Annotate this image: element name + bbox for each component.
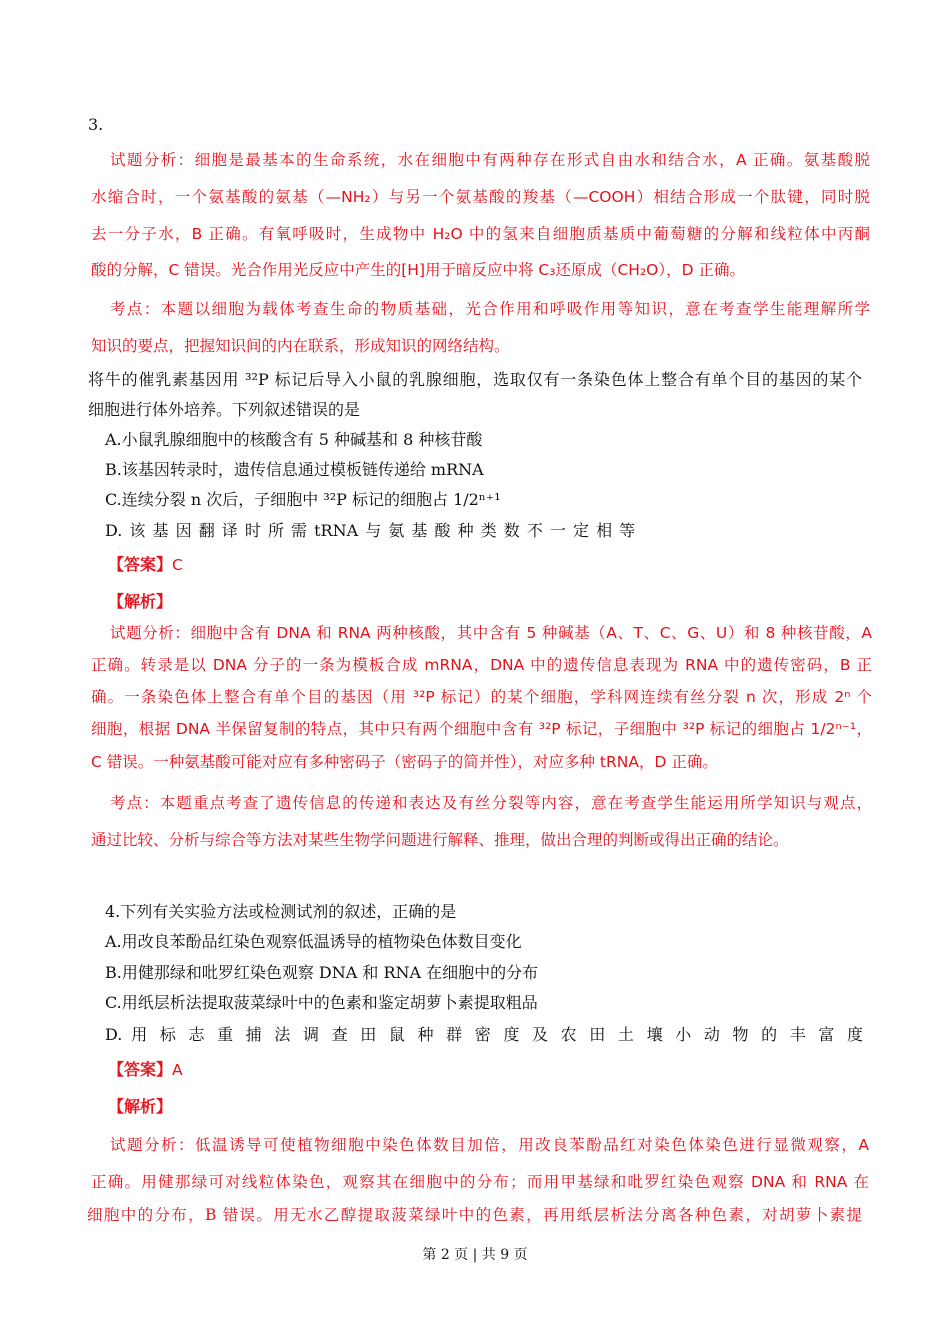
- answer-value: A: [172, 1061, 183, 1079]
- question-stem: 将牛的催乳素基因用 ³²P 标记后导入小鼠的乳腺细胞，选取仅有一条染色体上整合有单个目的基因的某个: [88, 370, 862, 389]
- option-b: B.该基因转录时，遗传信息通过模板链传递给 mRNA: [105, 460, 484, 479]
- analysis-line: 正确。转录是以 DNA 分子的一条为模板合成 mRNA，DNA 中的遗传信息表现为 RNA 中的遗传密码，B 正: [91, 656, 872, 674]
- analysis-line: C 错误。一种氨基酸可能对应有多种密码子（密码子的简并性），对应多种 tRNA，D 正确。: [91, 753, 718, 771]
- question-4-stem: 4.下列有关实验方法或检测试剂的叙述，正确的是: [105, 902, 457, 921]
- option-c: C.用纸层析法提取菠菜绿叶中的色素和鉴定胡萝卜素提取粗品: [105, 993, 538, 1012]
- answer-value: C: [172, 556, 183, 574]
- kaodian-line: 通过比较、分析与综合等方法对某些生物学问题进行解释、推理，做出合理的判断或得出正确的结论。: [91, 831, 789, 849]
- q3-analysis-line: 水缩合时，一个氨基酸的氨基（—NH₂）与另一个氨基酸的羧基（—COOH）相结合形成一个肽键，同时脱: [91, 188, 870, 206]
- analysis-line: 试题分析：低温诱导可使植物细胞中染色体数目加倍，用改良苯酚品红对染色体染色进行显微观察，A: [110, 1136, 869, 1154]
- page-footer: 第 2 页 | 共 9 页: [422, 1247, 528, 1263]
- option-d: D. 该 基 因 翻 译 时 所 需 tRNA 与 氨 基 酸 种 类 数 不 一 定 相 等: [105, 521, 636, 540]
- option-d: D. 用 标 志 重 捕 法 调 查 田 鼠 种 群 密 度 及 农 田 土 壤 小 动 物 的 丰 富 度: [105, 1025, 863, 1044]
- question-number-3: 3.: [88, 115, 104, 134]
- analysis-line: 细胞，根据 DNA 半保留复制的特点，其中只有两个细胞中含有 ³²P 标记，子细胞中 ³²P 标记的细胞占 1/2ⁿ⁻¹，: [91, 720, 872, 738]
- answer-line: [108, 554, 183, 576]
- jiexi-label: 【解析】: [108, 1097, 173, 1116]
- question-stem: 细胞进行体外培养。下列叙述错误的是: [88, 400, 361, 419]
- q3-kaodian-line: 考点：本题以细胞为载体考查生命的物质基础，光合作用和呼吸作用等知识，意在考查学生能理解所学: [110, 300, 870, 318]
- kaodian-line: 考点：本题重点考查了遗传信息的传递和表达及有丝分裂等内容，意在考查学生能运用所学知识与观点，: [110, 794, 872, 812]
- analysis-line: 确。一条染色体上整合有单个目的基因（用 ³²P 标记）的某个细胞，学科网连续有丝分裂 n 次，形成 2ⁿ 个: [91, 688, 872, 706]
- analysis-line: 试题分析：细胞中含有 DNA 和 RNA 两种核酸，其中含有 5 种碱基（A、T、C、G、U）和 8 种核苷酸，A: [110, 624, 872, 642]
- q3-analysis-line: 去一分子水，B 正确。有氧呼吸时，生成物中 H₂O 中的氢来自细胞质基质中葡萄糖的分解和线粒体中丙酮: [91, 225, 870, 243]
- analysis-line: 正确。用健那绿可对线粒体染色，观察其在细胞中的分布；而用甲基绿和吡罗红染色观察 DNA 和 RNA 在: [91, 1173, 869, 1191]
- option-a: A.用改良苯酚品红染色观察低温诱导的植物染色体数目变化: [105, 932, 522, 951]
- answer-line: [108, 1059, 183, 1081]
- q3-analysis-line: 试题分析：细胞是最基本的生命系统，水在细胞中有两种存在形式自由水和结合水，A 正确。氨基酸脱: [110, 151, 870, 169]
- answer-label: 【答案】: [108, 555, 173, 574]
- analysis-line: 细胞中的分布，B 错误。用无水乙醇提取菠菜绿叶中的色素，再用纸层析法分离各种色素，对胡萝卜素提: [87, 1206, 862, 1224]
- answer-label: 【答案】: [108, 1060, 173, 1079]
- option-b: B.用健那绿和吡罗红染色观察 DNA 和 RNA 在细胞中的分布: [105, 963, 539, 982]
- option-c: C.连续分裂 n 次后，子细胞中 ³²P 标记的细胞占 1/2ⁿ⁺¹: [105, 490, 501, 509]
- option-a: A.小鼠乳腺细胞中的核酸含有 5 种碱基和 8 种核苷酸: [105, 430, 483, 449]
- q3-kaodian-line: 知识的要点，把握知识间的内在联系，形成知识的网络结构。: [91, 337, 510, 355]
- jiexi-label: 【解析】: [108, 592, 173, 611]
- q3-analysis-line: 酸的分解，C 错误。光合作用光反应中产生的[H]用于暗反应中将 C₃还原成（CH₂O），D 正确。: [91, 261, 745, 279]
